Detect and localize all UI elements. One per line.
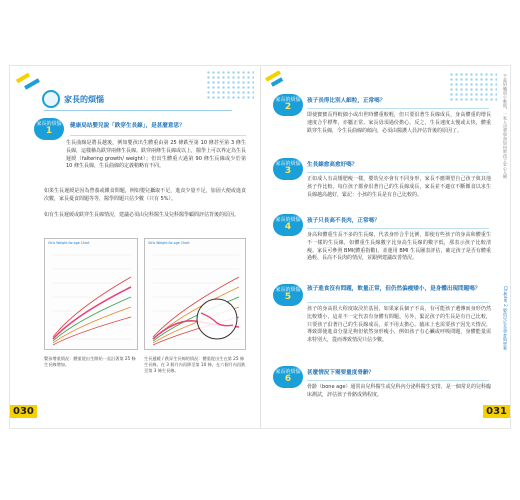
paragraph: 骨齡（bone age）通常由兒科醫生或兒科內分泌科醫生安排，是一個常見的兒科臨床測試，評估孩子骨骼成熟程度。 (307, 384, 491, 398)
right-page (260, 66, 510, 428)
growth-chart-graphic (145, 239, 247, 351)
face-icon (42, 90, 60, 108)
divider (307, 380, 489, 381)
growth-chart: Girls Weight-for-age Chart (144, 238, 246, 350)
question-title: 孩子只長高不長肉，正常嗎？ (307, 218, 380, 224)
chart-caption: 嬰孩增重情況：體重從出生開始一直沿著第 25 條生長線增加。 (44, 356, 136, 368)
paragraph: 身高和體重生長不多的生長線，代表身形合乎比例，即使有些孩子的身高和體重生不一樣的生長線，如體重生長線數字比身高生長線的數字低，那表示孩子比較清瘦。家長可參照 BMI(體重指數)，並運用 BMI 生長圖表評估，確定孩子是否有體重過輕、長高不長肉的情況，並跟例建議改善情況。 (307, 232, 491, 262)
page-number: 030 (10, 405, 37, 418)
divider (307, 108, 489, 109)
running-header: 千萬奶嘴別小瞧他，一家人也要學習如何哄孩子安心入睡 (503, 74, 508, 179)
question-title: 甚麼情況下需要量度骨齡？ (307, 370, 375, 376)
question-badge: 家長的煩惱 4 (273, 214, 303, 236)
decor-stripe (16, 73, 30, 83)
paragraph: 如有生長遲緩或跌穿生長線情況，建議必須由兒科醫生及兒科醫學顧問評估背後的原因。 (44, 212, 240, 218)
growth-chart-graphic (45, 239, 139, 351)
divider (70, 135, 246, 136)
question-title: 健康局站嬰兒說「跌穿生長線」，是甚麼意思？ (70, 123, 185, 129)
divider (307, 172, 489, 173)
question-badge: 家長的煩惱 6 (273, 366, 303, 388)
page-number: 031 (483, 405, 510, 418)
decor-stripe (271, 77, 283, 86)
question-badge: 家長的煩惱 5 (273, 284, 303, 306)
divider (44, 110, 232, 111)
question-title: 孩子長得比別人細粒，正常嗎？ (307, 98, 386, 104)
question-title: 孩子進食沒有問題，飲量正常，但仍然偏瘦矮小，是身體出現問題嗎？ (307, 286, 481, 292)
decor-stripe (24, 78, 40, 89)
chapter-label: Chapter 2 嬰幼兒生長發育與營養 (503, 286, 508, 350)
growth-chart: Girls Weight-for-age Chart (44, 238, 138, 350)
divider (307, 228, 489, 229)
section-title: 家長的煩惱 (42, 90, 104, 108)
paragraph: 正如成人有高矮肥瘦一樣，嬰幼兒亦會有不同身形，家長不應期望自己孩子與其他孩子作比較。每位孩子都會沿著自己的生長線成長，家長並不適宜不斷餵食以求生長線越高越好，緊記：小孩的生長是有自己比較的。 (307, 176, 491, 198)
book-spread (10, 66, 510, 428)
question-badge: 家長的煩惱 3 (273, 158, 303, 180)
question-badge: 家長的煩惱 1 (34, 118, 64, 140)
question-badge: 家長的煩惱 2 (273, 94, 303, 116)
question-title: 生長線愈高愈好嗎？ (307, 162, 358, 168)
paragraph: 生長曲線是將長越後，例如嬰孩出生體重由第 25 條跌至第 10 條甚至第 3 條生長線，這樣稱為跌穿兩條生長線。跌穿兩條生長線或以上，醫學上可以界定為生長遲緩（faltering growth/ weight）；但出生體重大過第 90 條生長線或少於第 10 條生長線，生長曲線的定義稍略有不同。 (66, 140, 247, 170)
chart-caption: 生長遲緩 / 跌穿生長線的情況：體重從出生在第 25 條生長線，在 3 個月內再降至第 10 條，在六個月內再跌至第 3 條生長線。 (144, 356, 246, 374)
paragraph: 如果生長遲緩是因為營養或餵食問題，例如嬰兒攝取不足，進食少量不足，加固大便或進食次數，家長憂食問題等等，醫學問題只佔少數（只有 5%）。 (44, 188, 246, 202)
paragraph: 孩子的身高很大程度取決於基因，如果家長個子不高，有可能孩子遺傳而身形仍然比較矮小，這並不一定代表有身體有問題。另外，緊記孩子的生長是有自己比較，只要孩子沿著自己的生長線成長，並不用太擔心。臨床上也需要孩子因先天情況，導致即使進食分量足夠但依然身形瘦小，例如孩子有心臟或呼吸問題，身體能量需求特別大，從而導致情況只佔少數。 (307, 306, 491, 343)
left-page (10, 66, 260, 428)
paragraph: 即使寶寶長得較細小或出世時體重較輕，但只要沿著生長線成長，身高體重的增長速度合乎標準，亦屬正常。家長毋須過份擔心。反之，生長速度太慢或太快，體重跌穿生長線，令生長曲線的傾向，必須由醫護人員評估背後的原因了。 (307, 112, 491, 134)
decor-dots (206, 70, 254, 100)
divider (307, 302, 489, 303)
